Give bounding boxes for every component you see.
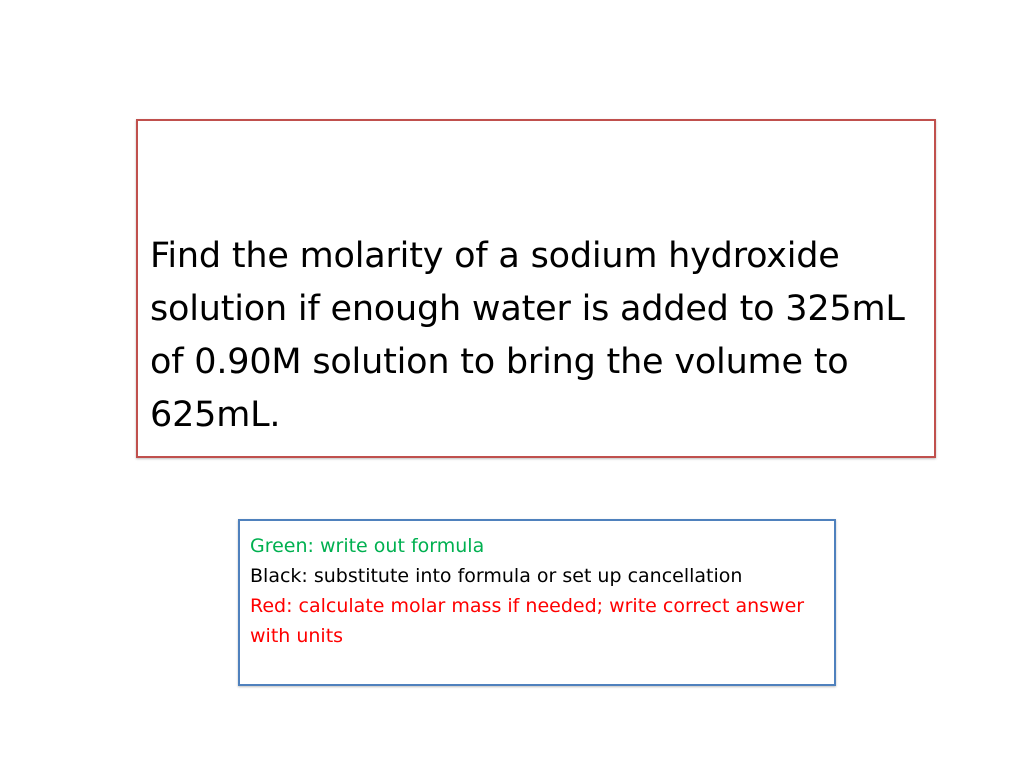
legend-red-line: Red: calculate molar mass if needed; write correct answer with units	[250, 595, 805, 647]
legend-green-line: Green: write out formula	[250, 535, 485, 557]
question-box	[136, 119, 936, 458]
question-text: Find the molarity of a sodium hydroxide solution if enough water is added to 325mL of 0.90M solution to bring the volume to 625mL.	[150, 236, 905, 435]
legend-black-line: Black: substitute into formula or set up cancellation	[250, 565, 743, 587]
color-legend-box	[238, 519, 836, 686]
